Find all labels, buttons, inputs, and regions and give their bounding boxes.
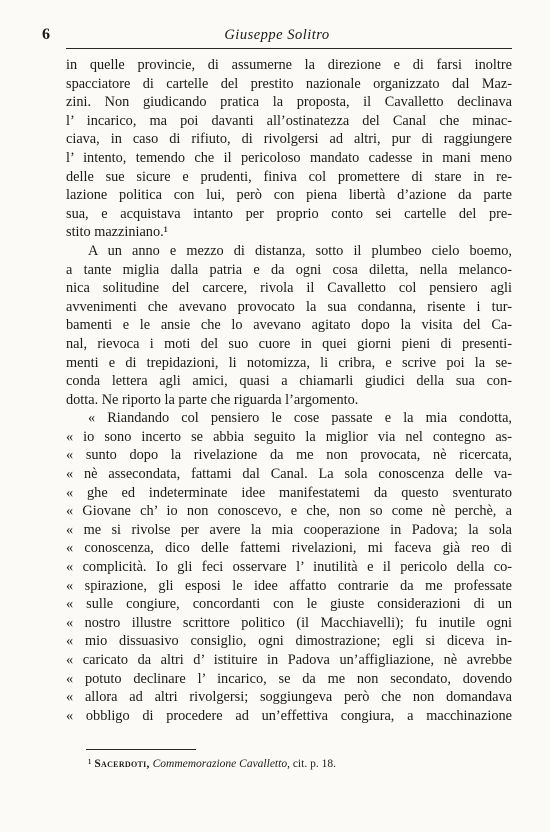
text-line: « sulle congiure, concordanti con le giuste considerazioni di un: [66, 596, 512, 613]
text-line: l’ intento, temendo che il pericoloso mandato cadesse in mani meno: [66, 149, 512, 166]
text-line: ciava, in caso di rifiuto, di rivolgersi ad altri, pur di raggiungere: [66, 131, 512, 148]
text-line: l’ incarico, ma poi davanti all’ostinatezza del Canal che minac-: [66, 112, 512, 129]
text-line: « conoscenza, dico delle fattemi rivelazioni, mi faceva già reo di: [66, 540, 512, 557]
text-line: « spirazione, gli esposi le idee affatto contrarie da me professate: [66, 577, 512, 594]
text-line: dotta. Ne riporto la parte che riguarda l’argomento.: [66, 391, 359, 408]
text-line: « Riandando col pensiero le cose passate e la mia condotta,: [88, 410, 512, 427]
text-line: « complicità. Io gli feci osservare l’ inutilità e il pericolo della co-: [66, 559, 512, 576]
text-line: stito mazziniano.¹: [66, 224, 168, 241]
header-rule: [66, 48, 512, 49]
text-line: spacciatore di cartelle del prestito nazionale organizzato dal Maz-: [66, 75, 512, 92]
text-line: « me si rivolse per avere la mia cooperazione in Padova; la sola: [66, 521, 512, 538]
text-line: in quelle provincie, di assumerne la direzione e di farsi inoltre: [66, 57, 512, 73]
text-line: bamenti e le ansie che lo avevano agitato dopo la visita del Ca-: [66, 317, 512, 334]
text-line: lazione politica con lui, però con piena libertà d’azione da parte: [66, 187, 512, 204]
text-line: « nè assecondata, fattami dal Canal. La sola conoscenza delle va-: [66, 466, 512, 483]
text-line: « mio dissuasivo consiglio, ogni dimostrazione; egli si diceva in-: [66, 633, 512, 650]
text-line: « caricato da altri d’ istituire in Padova un’affigliazione, nè avrebbe: [66, 652, 512, 668]
text-line: avvenimenti che avevano provocato la sua condanna, risente i tur-: [66, 298, 512, 315]
footnote-author: Sacerdoti,: [94, 758, 150, 770]
footnote-rule: [86, 749, 196, 750]
text-line: « obbligo di procedere ad un’effettiva congiura, a macchinazione: [66, 707, 512, 724]
footnote-marker: ¹: [88, 758, 92, 770]
footnote: [88, 757, 508, 772]
text-line: « sunto dopo la rivelazione da me non provocata, nè ricercata,: [66, 447, 512, 464]
text-line: « nostro illustre scrittore politico (il Macchiavelli); fu inutile ogni: [66, 614, 512, 631]
footnote-title: Commemorazione Cavalletto,: [152, 758, 290, 770]
text-line: nica solitudine del carcere, rivola il Cavalletto col pensiero agli: [66, 280, 512, 297]
body-text: [66, 56, 512, 725]
text-line: A un anno e mezzo di distanza, sotto il plumbeo cielo boemo,: [88, 242, 512, 259]
text-line: « ghe ed indeterminate idee manifestatemi da questo sventurato: [66, 484, 512, 501]
text-line: zini. Non giudicando pratica la proposta, il Cavalletto declinava: [66, 94, 512, 111]
text-line: conda lettera agli amici, quasi a chiamarli giudici della sua con-: [66, 373, 512, 390]
text-line: « Giovane ch’ io non conoscevo, e che, non so come nè perchè, a: [66, 503, 512, 520]
footnote-reference: cit. p. 18.: [292, 758, 336, 770]
text-line: « allora ad altri rivolgersi; soggiungeva però che non domandava: [66, 689, 512, 706]
text-line: sua, e acquistava intanto per proprio conto sei cartelle del pre-: [66, 205, 512, 222]
text-line: « io sono incerto se abbia seguito la miglior via nel contegno as-: [66, 428, 512, 445]
text-line: a tante miglia dalla patria e da ogni cosa diletta, nella melanco-: [66, 261, 512, 278]
text-line: delle sue sicure e prudenti, finiva col promettere di stare in re-: [66, 168, 512, 185]
text-line: nal, rievoca i moti del suo cuore in quei giorni pieni di presenti-: [66, 335, 512, 352]
page-number: 6: [42, 26, 50, 43]
text-line: « potuto declinare l’ incarico, se da me non secondato, dovendo: [66, 670, 512, 687]
running-title: Giuseppe Solitro: [224, 27, 330, 43]
text-line: menti e di trepidazioni, li notomizza, li cribra, e scrive poi la se-: [66, 354, 512, 371]
page-header: [42, 26, 512, 48]
